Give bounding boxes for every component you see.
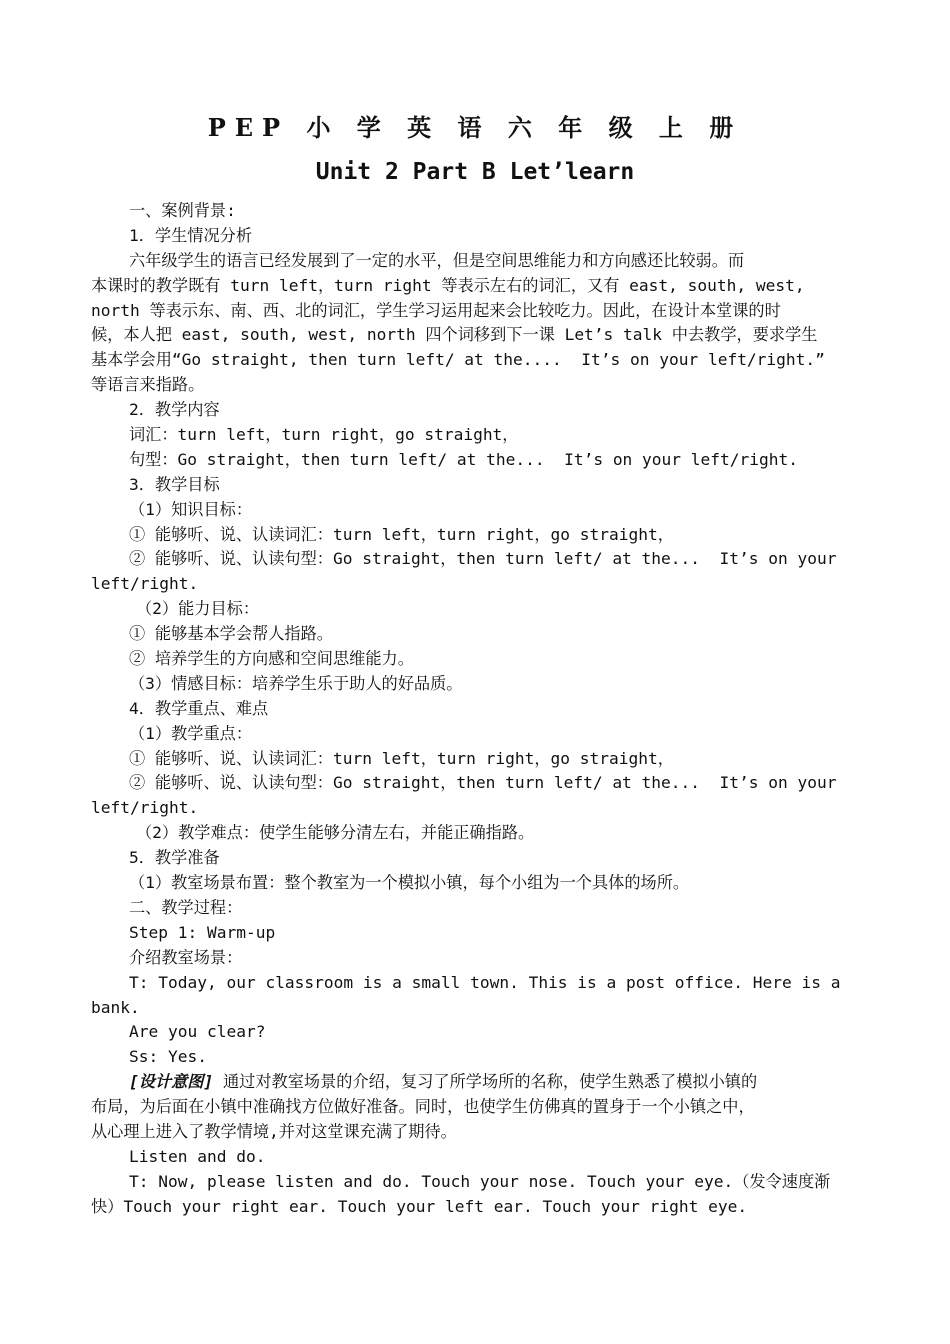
paragraph-line: [91, 672, 861, 697]
paragraph-line: [91, 299, 861, 324]
line-text: 六年级学生的语言已经发展到了一定的水平，但是空间思维能力和方向感还比较弱。而: [129, 250, 745, 270]
paragraph-line: [91, 348, 861, 373]
paragraph-line: [91, 498, 861, 523]
paragraph-line: [91, 1120, 861, 1145]
paragraph-line: [91, 199, 861, 224]
line-text: 从心理上进入了教学情境,并对这堂课充满了期待。: [91, 1121, 457, 1141]
paragraph-line: [91, 1195, 861, 1220]
paragraph-line: [91, 323, 861, 348]
line-text: 1．学生情况分析: [129, 225, 253, 245]
paragraph-line: [91, 274, 861, 299]
line-text: 一、案例背景:: [129, 201, 236, 220]
line-text: 3．教学目标: [129, 474, 220, 494]
line-text: 二、教学过程：: [129, 897, 243, 917]
paragraph-line: [91, 373, 861, 398]
line-text: （2）能力目标：: [136, 599, 260, 619]
line-text: T: Today, our classroom is a small town. This is a post office. Here is a: [129, 972, 841, 992]
line-text: 介绍教室场景：: [129, 947, 243, 967]
line-text: 基本学会用“Go straight, then turn left/ at the.... It’s on your left/right.”: [91, 350, 825, 370]
paragraph-line: [91, 1145, 861, 1170]
paragraph-line: [91, 697, 861, 722]
paragraph-line: [91, 597, 861, 622]
paragraph-line: [91, 398, 861, 423]
line-text: ② 培养学生的方向感和空间思维能力。: [129, 649, 414, 669]
paragraph-line: [91, 423, 861, 448]
paragraph-line: [91, 523, 861, 548]
line-text: Listen and do.: [129, 1146, 266, 1166]
line-text: Are you clear?: [129, 1022, 266, 1042]
paragraph-line: [91, 821, 861, 846]
paragraph-line: [91, 473, 861, 498]
line-text: 5．教学准备: [129, 848, 220, 868]
document-subtitle: Unit 2 Part B Let’learn: [315, 159, 635, 185]
line-text: Step 1: Warm-up: [129, 922, 276, 942]
line-text: 快）Touch your right ear. Touch your left ear. Touch your right eye.: [91, 1196, 748, 1216]
line-text: 等语言来指路。: [91, 375, 205, 395]
line-text: ② 能够听、说、认读句型：Go straight，then turn left/ at the... It’s on your: [129, 773, 837, 793]
paragraph-line: [91, 996, 861, 1021]
paragraph-line: [91, 747, 861, 772]
line-text: 布局，为后面在小镇中准确找方位做好准备。同时，也使学生仿佛真的置身于一个小镇之中，: [91, 1097, 755, 1117]
paragraph-line: [91, 249, 861, 274]
document-body: [91, 199, 861, 1220]
line-text: north 等表示东、南、西、北的词汇，学生学习运用起来会比较吃力。因此，在设计本堂课的时: [91, 300, 781, 320]
line-text: 通过对教室场景的介绍，复习了所学场所的名称，使学生熟悉了模拟小镇的: [213, 1072, 758, 1092]
paragraph-line: [91, 921, 861, 946]
paragraph-line: [91, 871, 861, 896]
line-text: 词汇：turn left，turn right，go straight，: [129, 425, 519, 445]
paragraph-line: [91, 1045, 861, 1070]
paragraph-line: [91, 896, 861, 921]
line-text: 句型：Go straight，then turn left/ at the... It’s on your left/right.: [129, 449, 798, 469]
line-text: 候，本人把 east, south, west, north 四个词移到下一课 Let’s talk 中去教学，要求学生: [91, 325, 818, 345]
document-title: PEP 小 学 英 语 六 年 级 上 册: [207, 113, 743, 142]
line-text: ② 能够听、说、认读句型：Go straight，then turn left/ at the... It’s on your: [129, 549, 837, 569]
paragraph-line: [91, 1095, 861, 1120]
paragraph-line: [91, 572, 861, 597]
line-text: （1）教学重点：: [129, 723, 253, 743]
paragraph-line: [91, 1170, 861, 1195]
paragraph-line: [91, 547, 861, 572]
paragraph-line: [91, 771, 861, 796]
line-text: （1）教室场景布置：整个教室为一个模拟小镇，每个小组为一个具体的场所。: [129, 873, 690, 893]
line-text: left/right.: [91, 798, 199, 818]
line-text: left/right.: [91, 574, 199, 594]
line-text: （2）教学难点：使学生能够分清左右，并能正确指路。: [136, 823, 535, 843]
paragraph-line: [91, 946, 861, 971]
line-text: bank.: [91, 997, 140, 1017]
line-text: （1）知识目标：: [129, 499, 253, 519]
line-text: ① 能够基本学会帮人指路。: [129, 624, 333, 644]
paragraph-line: [91, 622, 861, 647]
line-text: （3）情感目标：培养学生乐于助人的好品质。: [129, 673, 463, 693]
paragraph-line: [91, 448, 861, 473]
paragraph-line: [91, 971, 861, 996]
design-intent-label: [设计意图]: [129, 1072, 214, 1092]
paragraph-line: [91, 1070, 861, 1095]
line-text: T: Now, please listen and do. Touch your nose. Touch your eye.（发令速度渐: [129, 1171, 831, 1191]
line-text: 4．教学重点、难点: [129, 698, 269, 718]
line-text: Ss: Yes.: [129, 1047, 207, 1067]
line-text: 2．教学内容: [129, 400, 220, 420]
paragraph-line: [91, 846, 861, 871]
paragraph-line: [91, 1020, 861, 1045]
line-text: 本课时的教学既有 turn left，turn right 等表示左右的词汇，又有 east, south, west,: [91, 275, 805, 295]
paragraph-line: [91, 796, 861, 821]
paragraph-line: [91, 647, 861, 672]
paragraph-line: [91, 224, 861, 249]
line-text: ① 能够听、说、认读词汇：turn left，turn right，go straight，: [129, 524, 674, 544]
line-text: ① 能够听、说、认读词汇：turn left，turn right，go straight，: [129, 748, 674, 768]
paragraph-line: [91, 722, 861, 747]
